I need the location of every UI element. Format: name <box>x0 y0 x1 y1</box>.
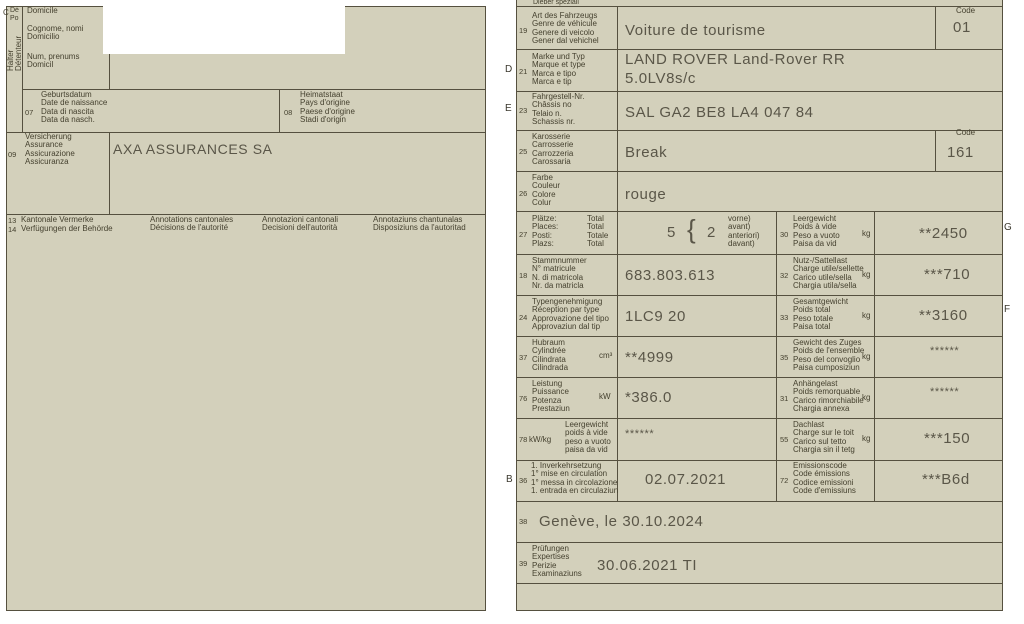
marker-d: D <box>505 64 513 75</box>
rule-37 <box>517 336 1002 337</box>
field-19-code-label: Code <box>956 6 976 15</box>
field-09-number: 09 <box>8 150 17 159</box>
field-08-number: 08 <box>284 108 293 117</box>
field-30-label: Leergewicht Poids à vide Peso a vuoto Paisa da vid <box>793 214 840 249</box>
code-box-25 <box>935 130 936 171</box>
field-26-label: Farbe Couleur Colore Colur <box>532 173 561 208</box>
rule-23 <box>517 91 1002 92</box>
field-30-unit: kg <box>862 229 871 238</box>
holder-vertical-label: Halter Détenteur <box>6 35 24 71</box>
total-weight-value: **3160 <box>919 307 968 324</box>
train-weight-value: ****** <box>930 345 960 357</box>
color-value: rouge <box>625 186 667 203</box>
field-78-number: 78 <box>519 435 528 444</box>
field-33-number: 33 <box>780 313 789 322</box>
field-27-front-label: vorne) avant) anteriori) davant) <box>728 214 760 249</box>
field-35-unit: kg <box>862 352 871 361</box>
rule-39 <box>517 542 1002 543</box>
rule-26 <box>517 171 1002 172</box>
insurance-value: AXA ASSURANCES SA <box>113 141 273 157</box>
field-55-label: Dachlast Charge sur le toit Carico sul tetto Chargia sin il tetg <box>793 420 855 455</box>
field-35-number: 35 <box>780 353 789 362</box>
seats-total-value: 5 <box>667 224 676 241</box>
redacted-holder-name <box>103 1 345 54</box>
empty-weight-value: **2450 <box>919 225 968 242</box>
right-sheet <box>516 0 1003 611</box>
marker-g: G <box>1004 222 1012 233</box>
field-76-number: 76 <box>519 394 528 403</box>
field-19-number: 19 <box>519 26 528 35</box>
type-approval-value: 1LC9 20 <box>625 308 686 325</box>
rule-25 <box>517 130 1002 131</box>
field-39-number: 39 <box>519 559 528 568</box>
holder-small-left: C <box>3 8 9 17</box>
seats-front-value: 2 <box>707 224 716 241</box>
field-18-label: Stammnummer N° matricule N. di matricola Nr. da matricla <box>532 256 587 291</box>
field-21-number: 21 <box>519 67 528 76</box>
field-72-label: Emissionscode Code émissions Codice emissioni Code d'emissiuns <box>793 461 856 496</box>
field-36-number: 36 <box>519 476 528 485</box>
issue-place-date-value: Genève, le 30.10.2024 <box>539 513 704 530</box>
field-25-code: 161 <box>947 144 974 161</box>
name-label: Num, prenums Domicil <box>27 52 80 70</box>
field-76-unit: kW <box>599 392 611 401</box>
annotations-fr: Annotations cantonales Décisions de l'autorité <box>150 215 234 233</box>
marker-b: B <box>506 474 513 485</box>
make-model-value: LAND ROVER Land-Rover RR <box>625 51 846 68</box>
field-21-label: Marke und Typ Marque et type Marca e tipo Marca e tip <box>532 52 586 87</box>
field-25-code-label: Code <box>956 128 976 137</box>
field-25-number: 25 <box>519 147 528 156</box>
field-32-label: Nutz-/Sattellast Charge utile/sellette Carico utile/sella Chargia utila/sella <box>793 256 864 291</box>
field-13-label: Kantonale Vermerke <box>21 215 94 224</box>
emission-code-value: ***B6d <box>922 471 970 488</box>
code-box-19 <box>935 6 936 49</box>
rule-78 <box>517 418 1002 419</box>
inspection-value: 30.06.2021 TI <box>597 557 698 574</box>
field-31-number: 31 <box>780 394 789 403</box>
field-09-label: Versicherung Assurance Assicurazione Assicuranza <box>25 132 75 167</box>
field-37-unit: cm³ <box>599 351 613 360</box>
rule-09 <box>7 132 485 133</box>
field-36-label: 1. Inverkehrsetzung 1° mise en circulation 1° messa in circolazione 1. entrada en circulaziun <box>531 461 619 496</box>
field-07-label: Geburtsdatum Date de naissance Data di nascita Data da nasch. <box>41 90 108 125</box>
rule-76 <box>517 377 1002 378</box>
rule-21 <box>517 49 1002 50</box>
field-19-top: Dieber speziali <box>533 0 579 6</box>
field-18-number: 18 <box>519 271 528 280</box>
rule-27 <box>517 211 1002 212</box>
label-divider-bottom <box>617 211 618 501</box>
marker-f: F <box>1004 304 1011 315</box>
field-19-label: Art des Fahrzeugs Genre de véhicule Genere di veicolo Gener dal vehichel <box>532 11 599 46</box>
body-type-value: Break <box>625 144 668 161</box>
rule-bottom <box>517 583 1002 584</box>
field-78-unit: kW/kg <box>529 435 552 444</box>
field-38-number: 38 <box>519 517 528 526</box>
field-37-number: 37 <box>519 353 528 362</box>
field-33-label: Gesamtgewicht Poids total Peso totale Paisa total <box>793 297 849 332</box>
field-72-number: 72 <box>780 476 789 485</box>
label-divider-top <box>617 6 618 211</box>
field-37-label: Hubraum Cylindrée Cilindrata Cilindrada <box>532 338 569 373</box>
field-24-label: Typengenehmigung Réception par type Approvazione del tipo Approvaziun dal tip <box>532 297 609 332</box>
field-76-label: Leistung Puissance Potenza Prestaziun <box>532 379 570 414</box>
field-32-number: 32 <box>780 271 789 280</box>
field-26-number: 26 <box>519 189 528 198</box>
field-08-label: Heimatstaat Pays d'origine Paese d'origine Stadi d'origin <box>300 90 355 125</box>
field-32-unit: kg <box>862 270 871 279</box>
field-27-totals: Total Total Totale Total <box>587 214 609 249</box>
bracket-open: { <box>687 214 696 244</box>
towing-value: ****** <box>930 386 960 398</box>
domicile-label: Domicile <box>27 6 58 15</box>
field-31-label: Anhängelast Poids remorquable Carico rimorchiabile Chargia annexa <box>793 379 864 414</box>
displacement-value: **4999 <box>625 349 674 366</box>
field-23-label: Fahrgestell-Nr. Châssis no Telaio n. Schassis nr. <box>532 92 585 127</box>
field-07-number: 07 <box>25 108 34 117</box>
chassis-number-value: SAL GA2 BE8 LA4 047 84 <box>625 104 814 121</box>
field-31-unit: kg <box>862 393 871 402</box>
field-19-code: 01 <box>953 19 971 36</box>
surname-label: Cognome, nomi Domicilio <box>27 24 84 42</box>
unit-divider <box>874 211 875 501</box>
rule-24 <box>517 295 1002 296</box>
rule-top <box>517 6 1002 7</box>
field-14-label: Verfügungen der Behörde <box>21 224 113 233</box>
registration-number-value: 683.803.613 <box>625 267 716 284</box>
field-30-number: 30 <box>780 230 789 239</box>
field-24-number: 24 <box>519 313 528 322</box>
roof-load-value: ***150 <box>924 430 971 447</box>
field-25-label: Karosserie Carrosserie Carrozzeria Carossaria <box>532 132 574 167</box>
annotations-rm: Annotaziuns chantunalas Disposiziuns da l'autoritad <box>373 215 466 233</box>
field-13-number: 13 <box>8 216 17 225</box>
vehicle-type-value: Voiture de tourisme <box>625 22 766 39</box>
marker-e: E <box>505 103 512 114</box>
first-registration-value: 02.07.2021 <box>645 471 727 488</box>
field-27-number: 27 <box>519 230 528 239</box>
power-weight-value: ****** <box>625 428 655 440</box>
holder-small: Dé Po <box>10 7 19 23</box>
field-35-label: Gewicht des Zuges Poids de l'ensemble Peso del convoglio Paisa cumposiziun <box>793 338 865 373</box>
field-39-label: Prüfungen Expertises Perizie Examinaziuns <box>532 544 582 579</box>
field-27-label: Plätze: Places: Posti: Plazs: <box>532 214 559 249</box>
power-value: *386.0 <box>625 389 672 406</box>
field-55-unit: kg <box>862 434 871 443</box>
rule-07-08 <box>279 89 280 132</box>
rule-09-divider <box>109 132 110 214</box>
left-sheet <box>3 6 486 611</box>
field-23-number: 23 <box>519 106 528 115</box>
field-33-unit: kg <box>862 311 871 320</box>
field-14-number: 14 <box>8 225 17 234</box>
field-78-label: Leergewicht poids à vide peso a vuoto paisa da vid <box>565 420 611 455</box>
rule-38 <box>517 501 1002 502</box>
annotations-it: Annotazioni cantonali Decisioni dell'autorità <box>262 215 339 233</box>
field-55-number: 55 <box>780 435 789 444</box>
make-model-variant: 5.0LV8s/c <box>625 70 696 87</box>
mid-divider <box>776 211 777 501</box>
rule-18 <box>517 254 1002 255</box>
payload-value: ***710 <box>924 266 971 283</box>
